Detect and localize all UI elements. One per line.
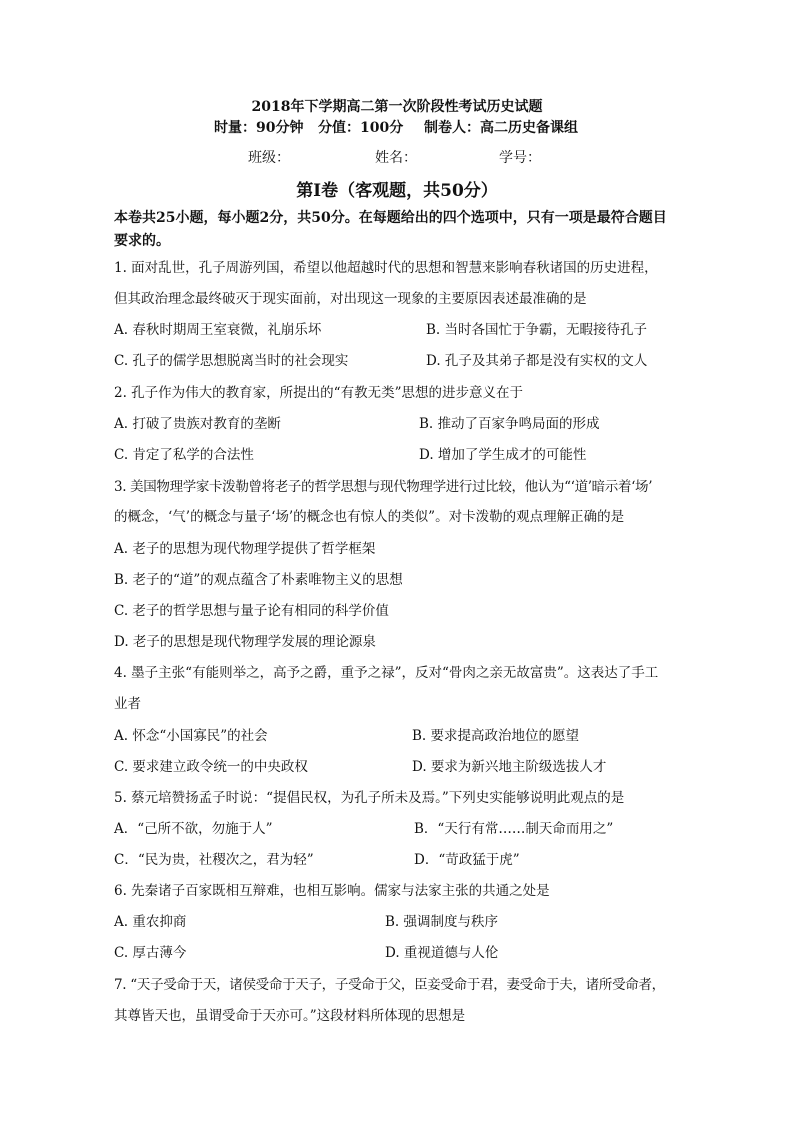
question-1-line-2: 但其政治理念最终破灭于现实面前，对出现这一现象的主要原因表述最准确的是	[114, 291, 587, 307]
question-2-option-c: C. 肯定了私学的合法性	[114, 447, 254, 463]
name-label: 姓名：	[375, 150, 417, 166]
question-1-line-1: 1. 面对乱世，孔子周游列国，希望以他超越时代的思想和智慧来影响春秋诸国的历史进程，	[114, 260, 658, 276]
question-1-option-b: B. 当时各国忙于争霸，无暇接待孔子	[426, 322, 648, 338]
question-7-line-1: 7. “天子受命于天，诸侯受命于天子，子受命于父，臣妾受命于君，妻受命于夫，诸所受命者，	[114, 977, 665, 993]
question-4-option-b: B. 要求提高政治地位的愿望	[412, 728, 580, 744]
question-2-option-b: B. 推动了百家争鸣局面的形成	[419, 416, 600, 432]
instructions-line-2: 要求的。	[114, 233, 170, 249]
question-4-line-2: 业者	[114, 696, 141, 712]
question-3-option-d: D. 老子的思想是现代物理学发展的理论源泉	[114, 634, 376, 650]
question-7-line-2: 其尊皆天也，虽谓受命于天亦可。”这段材料所体现的思想是	[114, 1008, 466, 1024]
question-5-option-c: C．“民为贵，社稷次之，君为轻”	[114, 852, 314, 868]
question-3-option-c: C. 老子的哲学思想与量子论有相同的科学价值	[114, 603, 389, 619]
question-1-option-d: D. 孔子及其弟子都是没有实权的文人	[426, 353, 648, 369]
time-label: 时量：90分钟	[214, 120, 304, 136]
question-3-line-1: 3. 美国物理学家卡泼勒曾将老子的哲学思想与现代物理学进行过比较，他认为“‘道’暗示着‘场’	[114, 479, 653, 495]
score-label: 分值：100分	[318, 120, 404, 136]
question-2-option-a: A. 打破了贵族对教育的垄断	[114, 416, 281, 432]
question-6-option-d: D. 重视道德与人伦	[385, 945, 499, 961]
question-4-option-d: D. 要求为新兴地主阶级选拔人才	[412, 759, 607, 775]
question-3-option-b: B. 老子的“道”的观点蕴含了朴素唯物主义的思想	[114, 572, 403, 588]
exam-title: 2018年下学期高二第一次阶段性考试历史试题	[251, 99, 543, 115]
class-label: 班级：	[248, 150, 290, 166]
question-4-option-a: A. 怀念“小国寡民”的社会	[114, 728, 268, 744]
question-1-option-a: A. 春秋时期周王室衰微，礼崩乐坏	[114, 322, 322, 338]
question-3-line-2: 的概念，‘气’的概念与量子‘场’的概念也有惊人的类似”。对卡泼勒的观点理解正确的是	[114, 509, 625, 525]
question-6-option-b: B. 强调制度与秩序	[385, 914, 499, 930]
question-2-line-1: 2. 孔子作为伟大的教育家，所提出的“有教无类”思想的进步意义在于	[114, 385, 523, 401]
question-5-option-b: B．“天行有常……制天命而用之”	[414, 821, 614, 837]
question-4-line-1: 4. 墨子主张“有能则举之，高予之爵，重予之禄”，反对“骨肉之亲无故富贵”。这表达了手工	[114, 665, 659, 681]
question-6-option-c: C. 厚古薄今	[114, 945, 187, 961]
question-5-option-d: D．“苛政猛于虎”	[414, 852, 520, 868]
question-6-line-1: 6. 先秦诸子百家既相互辩难，也相互影响。儒家与法家主张的共通之处是	[114, 883, 550, 899]
question-6-option-a: A. 重农抑商	[114, 914, 187, 930]
question-5-option-a: A．“己所不欲，勿施于人”	[114, 821, 273, 837]
question-4-option-c: C. 要求建立政令统一的中央政权	[114, 759, 308, 775]
section-title: 第Ⅰ卷（客观题，共50分）	[296, 181, 498, 201]
instructions-line-1: 本卷共25小题，每小题2分，共50分。在每题给出的四个选项中，只有一项是最符合题目	[114, 210, 667, 226]
author-label: 制卷人：高二历史备课组	[424, 120, 578, 136]
question-5-line-1: 5. 蔡元培赞扬孟子时说：“提倡民权，为孔子所未及焉。”下列史实能够说明此观点的是	[114, 790, 625, 806]
question-1-option-c: C. 孔子的儒学思想脱离当时的社会现实	[114, 353, 349, 369]
question-3-option-a: A. 老子的思想为现代物理学提供了哲学框架	[114, 541, 376, 557]
question-2-option-d: D. 增加了学生成才的可能性	[419, 447, 587, 463]
student-id-label: 学号：	[499, 150, 541, 166]
